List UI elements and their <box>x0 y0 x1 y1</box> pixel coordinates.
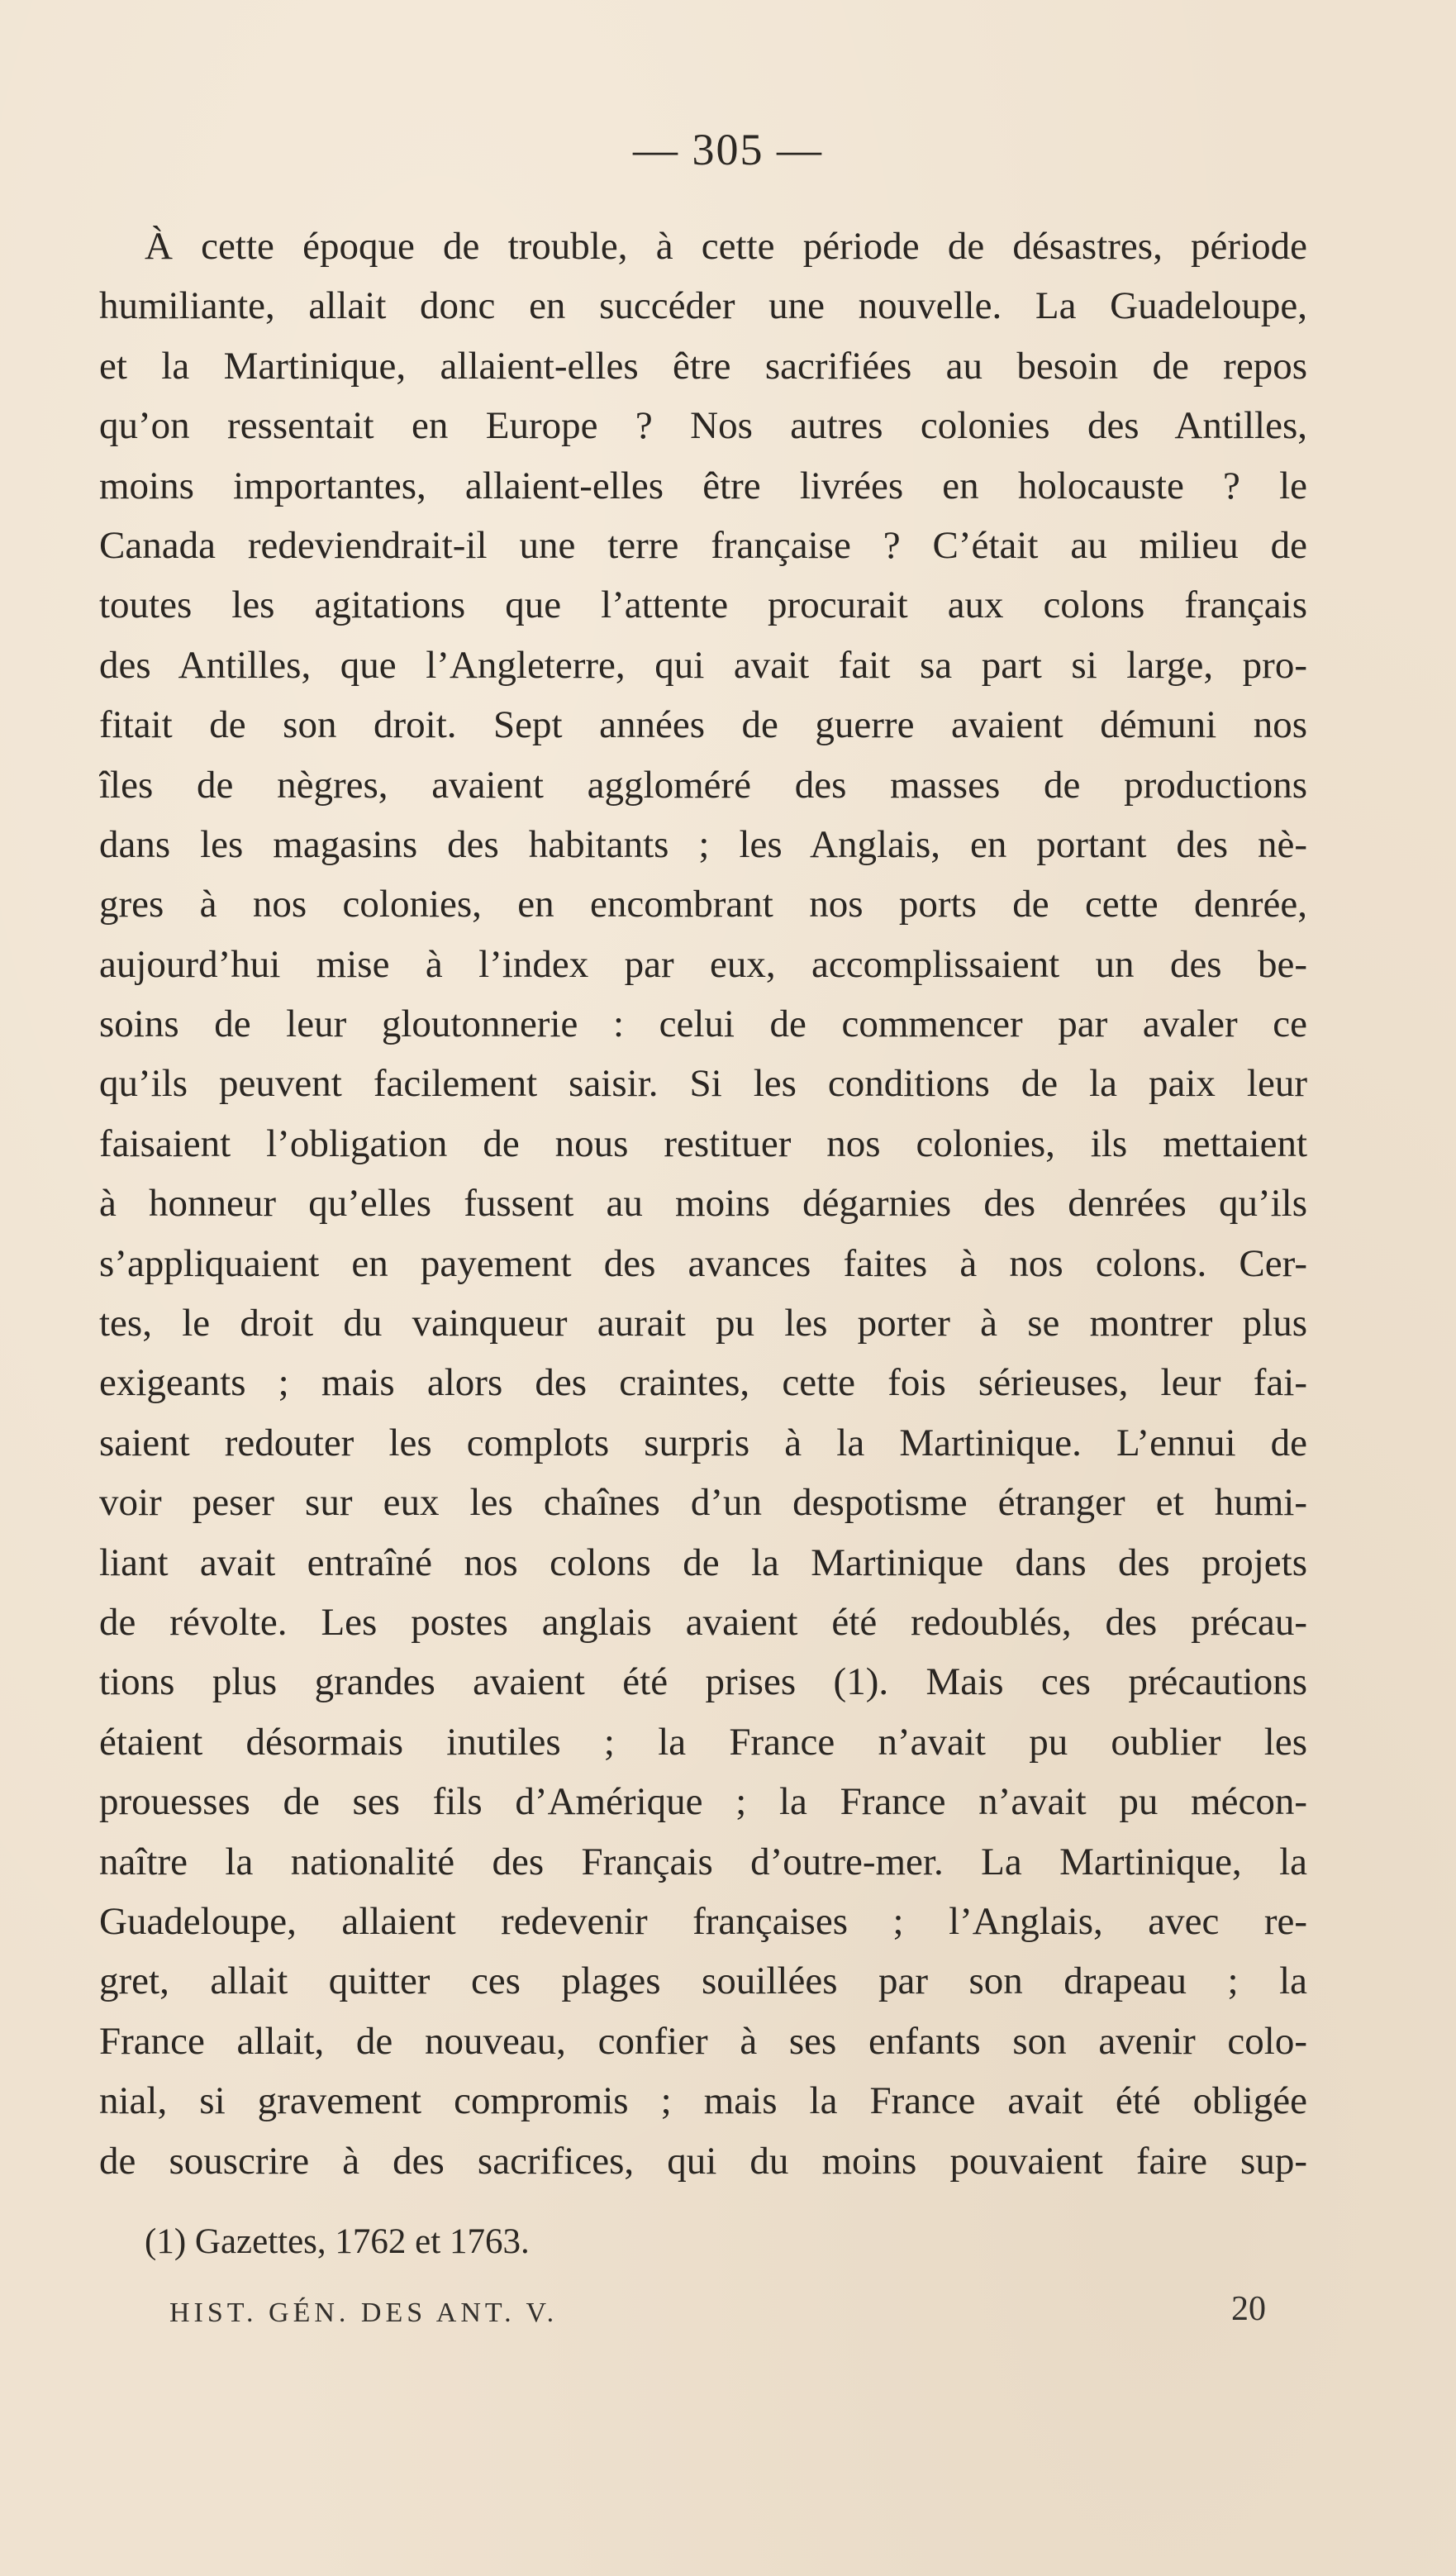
text-line: naître la nationalité des Français d’outre-mer. La Martinique, la <box>99 1840 1307 1883</box>
text-line: soins de leur gloutonnerie : celui de commencer par avaler ce <box>99 1002 1307 1046</box>
signature-number: 20 <box>1231 2290 1266 2328</box>
text-line: aujourd’hui mise à l’index par eux, accomplissaient un des be- <box>99 942 1307 986</box>
footnote: (1) Gazettes, 1762 et 1763. <box>145 2222 530 2261</box>
text-line: Guadeloupe, allaient redevenir françaises ; l’Anglais, avec re- <box>99 1899 1307 1943</box>
text-line: prouesses de ses fils d’Amérique ; la France n’avait pu mécon- <box>99 1780 1307 1824</box>
printer-signature-line <box>169 2289 1266 2339</box>
text-line: gres à nos colonies, en encombrant nos ports de cette denrée, <box>99 883 1307 926</box>
text-line: voir peser sur eux les chaînes d’un despotisme étranger et humi- <box>99 1481 1307 1525</box>
text-line: fitait de son droit. Sept années de guerre avaient démuni nos <box>99 703 1307 747</box>
text-line: qu’ils peuvent facilement saisir. Si les conditions de la paix leur <box>99 1062 1307 1106</box>
text-line: et la Martinique, allaient-elles être sacrifiées au besoin de repos <box>99 344 1307 388</box>
text-line: étaient désormais inutiles ; la France n’avait pu oublier les <box>99 1720 1307 1764</box>
text-line: à honneur qu’elles fussent au moins dégarnies des denrées qu’ils <box>99 1182 1307 1226</box>
text-line: gret, allait quitter ces plages souillées par son drapeau ; la <box>99 1959 1307 2003</box>
text-line: dans les magasins des habitants ; les Anglais, en portant des nè- <box>99 822 1307 866</box>
text-line: À cette époque de trouble, à cette période de désastres, période <box>145 225 1307 268</box>
text-line: de souscrire à des sacrifices, qui du moins pouvaient faire sup- <box>99 2139 1307 2183</box>
text-line: France allait, de nouveau, confier à ses enfants son avenir colo- <box>99 2019 1307 2063</box>
text-line: faisaient l’obligation de nous restituer nos colonies, ils mettaient <box>99 1121 1307 1165</box>
text-line: tions plus grandes avaient été prises (1). Mais ces précautions <box>99 1660 1307 1704</box>
printer-signature: HIST. GÉN. DES ANT. V. <box>169 2297 559 2328</box>
text-line: Canada redeviendrait-il une terre française ? C’était au milieu de <box>99 523 1307 567</box>
body-text <box>99 217 1307 2191</box>
text-line: qu’on ressentait en Europe ? Nos autres colonies des Antilles, <box>99 404 1307 448</box>
text-line: liant avait entraîné nos colons de la Martinique dans des projets <box>99 1540 1307 1584</box>
text-line: s’appliquaient en payement des avances faites à nos colons. Cer- <box>99 1241 1307 1285</box>
page-number: — 305 — <box>633 125 823 174</box>
text-line: des Antilles, que l’Angleterre, qui avait fait sa part si large, pro- <box>99 643 1307 687</box>
text-line: humiliante, allait donc en succéder une nouvelle. La Guadeloupe, <box>99 284 1307 328</box>
text-line: îles de nègres, avaient aggloméré des masses de productions <box>99 763 1307 807</box>
text-line: exigeants ; mais alors des craintes, cette fois sérieuses, leur fai- <box>99 1361 1307 1405</box>
text-line: de révolte. Les postes anglais avaient été redoublés, des précau- <box>99 1600 1307 1644</box>
text-line: nial, si gravement compromis ; mais la France avait été obligée <box>99 2079 1307 2123</box>
text-line: tes, le droit du vainqueur aurait pu les porter à se montrer plus <box>99 1302 1307 1345</box>
text-line: saient redouter les complots surpris à la Martinique. L’ennui de <box>99 1421 1307 1464</box>
text-line: moins importantes, allaient-elles être livrées en holocauste ? le <box>99 464 1307 507</box>
text-line: toutes les agitations que l’attente procurait aux colons français <box>99 583 1307 627</box>
